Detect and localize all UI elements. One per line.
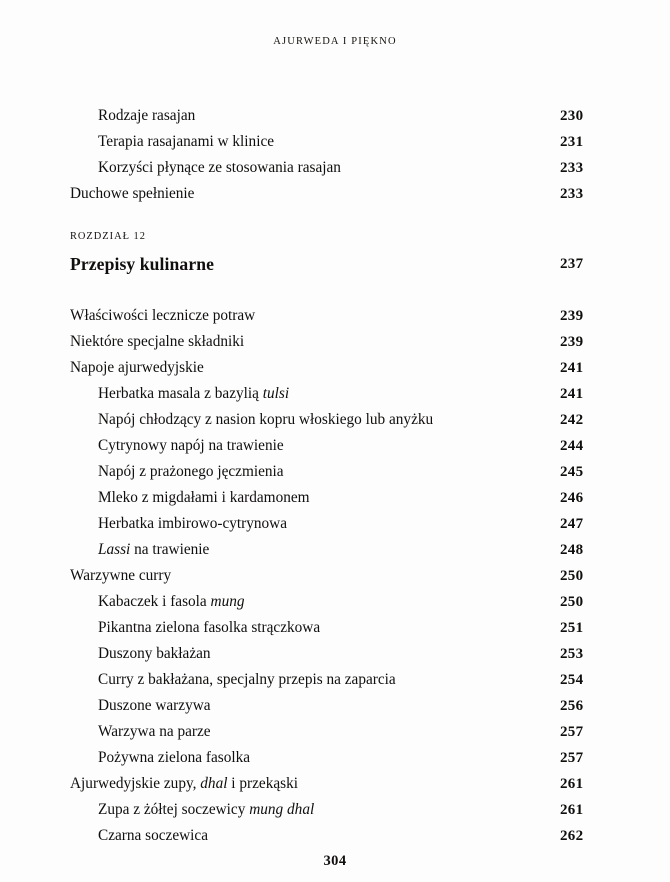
toc-entry-page-number: 231 <box>560 134 584 150</box>
toc-entry-label: Herbatka masala z bazylią tulsi <box>98 385 290 402</box>
toc-entry-page-number: 241 <box>560 360 584 376</box>
toc-entry-label: Cytrynowy napój na trawienie <box>98 437 284 454</box>
toc-entry <box>70 667 600 693</box>
toc-entry-page-number: 257 <box>560 750 584 766</box>
toc-entry-label: Warzywne curry <box>70 567 172 584</box>
chapter-title: Przepisy kulinarne <box>70 254 215 274</box>
toc-entry-page-number: 254 <box>560 672 584 688</box>
toc-entry-page-number: 230 <box>560 108 584 124</box>
toc-entry-page-number: 257 <box>560 724 584 740</box>
toc-entry <box>70 355 600 381</box>
toc-entry <box>70 381 600 407</box>
toc-entry-page-number: 244 <box>560 438 584 454</box>
toc-entry-label: Curry z bakłażana, specjalny przepis na zaparcia <box>98 671 396 688</box>
toc-entry-page-number: 262 <box>560 828 584 844</box>
toc-entry-page-number: 253 <box>560 646 584 662</box>
toc-entry-page-number: 261 <box>560 776 584 792</box>
chapter-page-number: 237 <box>560 256 584 272</box>
toc-entry <box>70 511 600 537</box>
toc-entry-label: Napój chłodzący z nasion kopru włoskiego lub anyżku <box>98 411 434 428</box>
toc-entry-label-italic: dhal <box>200 775 228 792</box>
toc-entry-label-italic: mung <box>210 593 245 610</box>
toc-entry-label: Korzyści płynące ze stosowania rasajan <box>98 159 341 176</box>
toc-entry <box>70 303 600 329</box>
toc-entry <box>70 459 600 485</box>
toc-entry-page-number: 250 <box>560 568 584 584</box>
toc-entry-label: Rodzaje rasajan <box>98 107 196 124</box>
toc-entry-page-number: 248 <box>560 542 584 558</box>
toc-entry <box>70 823 600 849</box>
toc-entry-label: Herbatka imbirowo-cytrynowa <box>98 515 288 532</box>
toc-entry <box>70 641 600 667</box>
toc-entry <box>70 589 600 615</box>
toc-entry <box>70 719 600 745</box>
toc-entry-page-number: 233 <box>560 160 584 176</box>
toc-entry <box>70 771 600 797</box>
toc-entry <box>70 537 600 563</box>
toc-entry-label: Duchowe spełnienie <box>70 185 195 202</box>
chapter-kicker: ROZDZIAŁ 12 <box>70 231 146 242</box>
toc-entry-label: Kabaczek i fasola mung <box>98 593 245 610</box>
toc-entry-label: Ajurwedyjskie zupy, dhal i przekąski <box>70 775 298 792</box>
toc-entry <box>70 129 600 155</box>
toc-entry-page-number: 241 <box>560 386 584 402</box>
toc-list-lower <box>70 303 600 849</box>
toc-entry-label: Duszone warzywa <box>98 697 211 714</box>
toc-entry <box>70 797 600 823</box>
toc-entry-page-number: 239 <box>560 334 584 350</box>
toc-entry-page-number: 233 <box>560 186 584 202</box>
toc-entry-page-number: 251 <box>560 620 584 636</box>
toc-entry-page-number: 247 <box>560 516 584 532</box>
toc-entry-label-italic: tulsi <box>262 385 290 402</box>
toc-entry-label: Duszony bakłażan <box>98 645 211 662</box>
toc-entry <box>70 103 600 129</box>
toc-entry <box>70 329 600 355</box>
toc-entry-label: Terapia rasajanami w klinice <box>98 133 275 150</box>
toc-entry-label: Zupa z żółtej soczewicy mung dhal <box>98 801 315 818</box>
toc-entry <box>70 615 600 641</box>
toc-entry <box>70 693 600 719</box>
toc-entry-page-number: 245 <box>560 464 584 480</box>
toc-entry-label: Napój z prażonego jęczmienia <box>98 463 284 480</box>
toc-entry-page-number: 246 <box>560 490 584 506</box>
toc-entry-label: Warzywa na parze <box>98 723 211 740</box>
toc-entry-label-italic: mung dhal <box>249 801 315 818</box>
toc-entry-label: Właściwości lecznicze potraw <box>70 307 256 324</box>
toc-list-upper <box>70 103 600 207</box>
toc-entry-label: Mleko z migdałami i kardamonem <box>98 489 310 506</box>
running-head: AJURWEDA I PIĘKNO <box>273 36 397 47</box>
toc-entry-page-number: 239 <box>560 308 584 324</box>
toc-entry <box>70 433 600 459</box>
chapter-heading-block <box>70 230 600 277</box>
toc-entry <box>70 563 600 589</box>
toc-entry-label: Pożywna zielona fasolka <box>98 749 251 766</box>
toc-entry-label: Niektóre specjalne składniki <box>70 333 245 350</box>
toc-entry <box>70 155 600 181</box>
toc-entry-page-number: 242 <box>560 412 584 428</box>
toc-entry-label: Lassi na trawienie <box>98 541 210 558</box>
toc-entry-label-italic: Lassi <box>98 541 131 558</box>
toc-entry <box>70 407 600 433</box>
chapter-title-row <box>70 251 600 277</box>
toc-entry <box>70 485 600 511</box>
toc-entry-page-number: 250 <box>560 594 584 610</box>
toc-entry <box>70 745 600 771</box>
toc-entry-label: Czarna soczewica <box>98 827 208 844</box>
toc-entry <box>70 181 600 207</box>
toc-entry-label: Napoje ajurwedyjskie <box>70 359 204 376</box>
folio-page-number: 304 <box>323 853 347 869</box>
toc-entry-label: Pikantna zielona fasolka strączkowa <box>98 619 321 636</box>
toc-entry-page-number: 261 <box>560 802 584 818</box>
toc-entry-page-number: 256 <box>560 698 584 714</box>
